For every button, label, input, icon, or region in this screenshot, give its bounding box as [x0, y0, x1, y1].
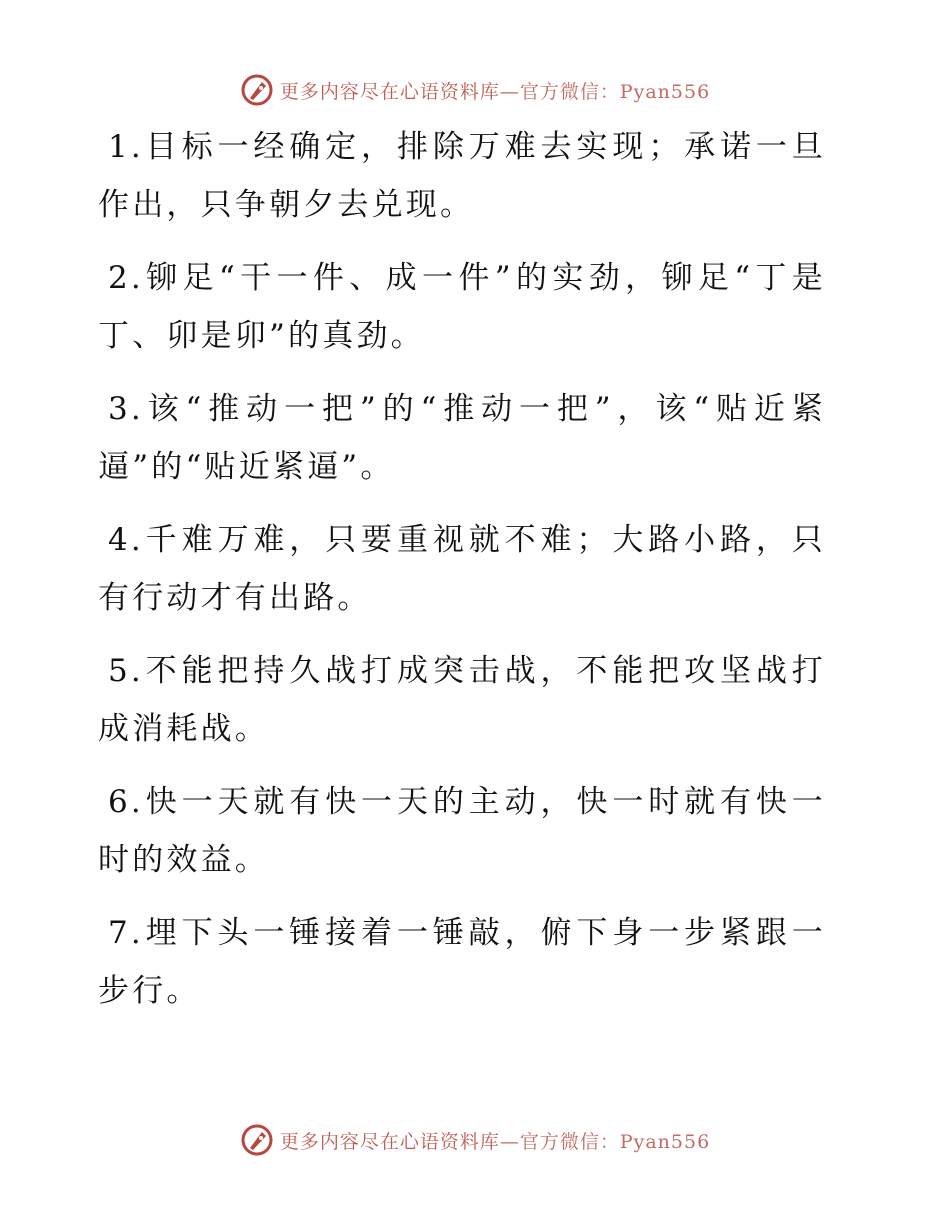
- footer-text: 更多内容尽在心语资料库: [279, 1130, 500, 1153]
- list-item: 2.铆足“干一件、成一件”的实劲，铆足“丁是丁、卯是卯”的真劲。: [98, 260, 826, 354]
- list-item: 3.该“推动一把”的“推动一把”，该“贴近紧逼”的“贴近紧逼”。: [98, 391, 826, 485]
- header-banner: [0, 70, 950, 110]
- header-banner-text: [280, 77, 710, 104]
- document-body: [98, 118, 826, 1035]
- list-item: 6.快一天就有快一天的主动，快一时就有快一时的效益。: [98, 784, 826, 878]
- pen-nib-logo-icon: [240, 73, 274, 107]
- list-item: 5.不能把持久战打成突击战，不能把攻坚战打成消耗战。: [98, 653, 826, 747]
- footer-suffix: —官方微信：Pyan556: [499, 1130, 711, 1153]
- list-item: 7.埋下头一锤接着一锤敲，俯下身一步紧跟一步行。: [98, 915, 826, 1009]
- header-suffix: —官方微信：Pyan556: [499, 80, 711, 103]
- footer-banner-text: [280, 1127, 710, 1154]
- list-item: 1.目标一经确定，排除万难去实现；承诺一旦作出，只争朝夕去兑现。: [98, 129, 826, 223]
- header-text: 更多内容尽在心语资料库: [279, 80, 500, 103]
- footer-banner: [0, 1120, 950, 1160]
- pen-nib-logo-icon: [240, 1123, 274, 1157]
- list-item: 4.千难万难，只要重视就不难；大路小路，只有行动才有出路。: [98, 522, 826, 616]
